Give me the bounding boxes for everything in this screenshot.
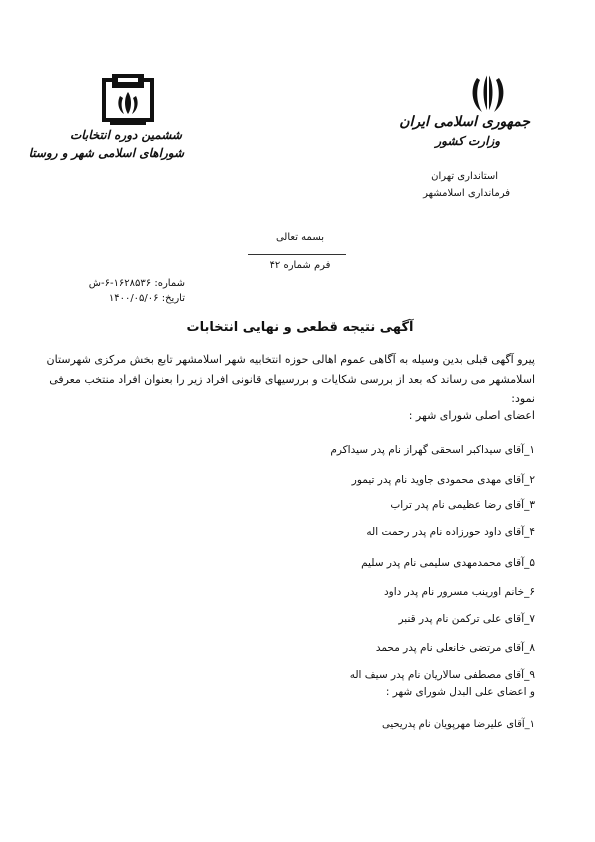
member-item: ۳_آقای رضا عظیمی نام پدر تراب — [390, 499, 535, 511]
election-line1: ششمین دوره انتخابات — [69, 128, 182, 142]
form-divider — [248, 254, 346, 255]
republic-line1: جمهوری اسلامی ایران — [399, 114, 530, 130]
member-item: ۴_آقای داود حورزاده نام پدر رحمت اله — [366, 526, 535, 538]
basmala: بسمه تعالی — [275, 232, 325, 243]
intro-line-2: اسلامشهر می رساند که بعد از بررسی شکایات و بررسیهای قانونی افراد زیر را بعنوان افراد منتخب معرفی — [49, 373, 535, 386]
member-item: ۵_آقای محمدمهدی سلیمی نام پدر سلیم — [361, 557, 535, 569]
alternate-members-heading: و اعضای علی البدل شورای شهر : — [385, 686, 535, 698]
iran-emblem-icon — [468, 72, 508, 114]
member-item: ۸_آقای مرتضی خانعلی نام پدر محمد — [375, 642, 535, 654]
election-line2: شوراهای اسلامی شهر و روستا — [28, 146, 184, 160]
intro-line-3: نمود: — [511, 392, 535, 405]
governorship-label: فرمانداری اسلامشهر — [423, 188, 510, 199]
governorate-label: استانداری تهران — [431, 171, 498, 182]
form-number: فرم شماره ۴۲ — [269, 260, 331, 271]
member-item: ۶_خانم اورینب مسرور نام پدر داود — [383, 586, 535, 598]
letter-number: شماره: ۱۶۲۸۵۳۶-۶-ش — [88, 278, 185, 289]
election-header — [28, 70, 190, 170]
alternate-item: ۱_آقای علیرضا مهرپویان نام پدریحیی — [382, 719, 535, 730]
member-item: ۹_آقای مصطفی سالاریان نام پدر سیف اله — [349, 669, 535, 681]
republic-line2: وزارت کشور — [435, 134, 500, 148]
ballot-box-logo-icon — [102, 72, 154, 128]
member-item: ۲_آقای مهدی محمودی جاوید نام پدر تیمور — [351, 474, 535, 486]
letter-date: تاریخ: ۱۴۰۰/۰۵/۰۶ — [108, 293, 185, 304]
member-item: ۷_آقای علی ترکمن نام پدر قنبر — [398, 613, 535, 625]
republic-header — [399, 68, 530, 208]
announcement-title: آگهی نتیجه قطعی و نهایی انتخابات — [186, 320, 414, 335]
member-item: ۱_آقای سیداکبر اسحقی گهراز نام پدر سیداکرم — [330, 444, 535, 456]
intro-line-1: پیرو آگهی قبلی بدین وسیله به آگاهی عموم اهالی حوزه انتخابیه شهر اسلامشهر تابع بخش مرکزی شهرستان — [46, 353, 535, 366]
main-members-heading: اعضای اصلی شورای شهر : — [408, 409, 535, 422]
